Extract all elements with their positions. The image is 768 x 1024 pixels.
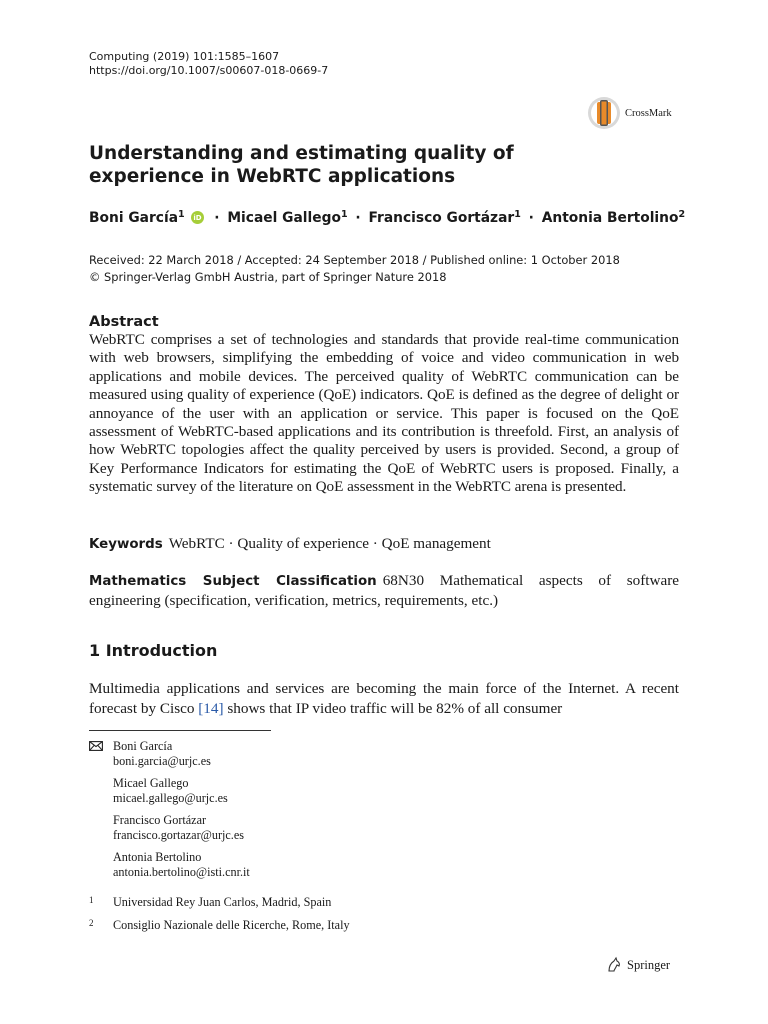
author-name[interactable]: Micael Gallego <box>227 210 341 226</box>
springer-horse-icon <box>605 956 623 974</box>
section-heading: 1 Introduction <box>89 641 218 660</box>
crossmark-label: CrossMark <box>625 107 672 119</box>
author-affiliation-mark: 1 <box>514 209 521 220</box>
dates-line: Received: 22 March 2018 / Accepted: 24 September 2018 / Published online: 1 October 2018 <box>89 253 620 267</box>
publication-dates <box>89 252 620 286</box>
author-affiliation-mark: 1 <box>178 209 185 220</box>
author-list: Boni García$^1$ iD · Micael Gallego$^1$ · Francisco Gortázar$^1$ · Antonia Bertolino$^2$ <box>89 209 686 226</box>
contact-email[interactable]: micael.gallego@urjc.es <box>113 791 228 805</box>
contact-name: Antonia Bertolino <box>113 850 202 864</box>
contact-name: Boni García <box>113 739 173 753</box>
contact-list <box>113 739 250 887</box>
contact-entry <box>113 850 250 880</box>
intro-paragraph <box>89 679 679 718</box>
affiliation-number: 1 <box>89 895 94 905</box>
keywords-text: WebRTC · Quality of experience · QoE management <box>168 535 491 552</box>
author-affiliation-mark: 2 <box>678 209 686 220</box>
contact-email[interactable]: boni.garcia@urjc.es <box>113 754 211 768</box>
crossmark-icon <box>587 96 621 130</box>
affiliation-entry <box>89 893 331 910</box>
author-name[interactable]: Boni García <box>89 210 179 226</box>
contact-email[interactable]: francisco.gortazar@urjc.es <box>113 828 244 842</box>
keywords <box>89 535 679 554</box>
publisher-name: Springer <box>627 957 671 972</box>
contact-entry <box>113 813 250 843</box>
intro-text: Multimedia applications and services are becoming the main force of the Internet. A recent forecast by Cisco <box>89 680 679 717</box>
author-name[interactable]: Antonia Bertolino <box>541 210 679 226</box>
abstract-heading: Abstract <box>89 314 159 330</box>
msc-label: Mathematics Subject Classification <box>89 574 377 589</box>
contact-name: Francisco Gortázar <box>113 813 207 827</box>
copyright-line: © Springer-Verlag GmbH Austria, part of Springer Nature 2018 <box>89 270 447 284</box>
contact-name: Micael Gallego <box>113 776 189 790</box>
doi-link[interactable]: https://doi.org/10.1007/s00607-018-0669-7 <box>89 64 329 77</box>
publisher-logo <box>605 956 670 974</box>
affiliation-number: 2 <box>89 918 94 928</box>
journal-citation: Computing (2019) 101:1585–1607 <box>89 50 280 63</box>
affiliation-text: Consiglio Nazionale delle Ricerche, Rome, Italy <box>113 918 350 932</box>
svg-text:iD: iD <box>193 214 203 223</box>
intro-text-continued: shows that IP video traffic will be 82% of all consumer <box>223 699 563 717</box>
paper-title: Understanding and estimating quality of experience in WebRTC applications <box>89 143 514 187</box>
orcid-icon[interactable] <box>191 211 204 224</box>
keywords-label: Keywords <box>89 537 163 552</box>
footnote-rule <box>89 730 271 731</box>
author-name[interactable]: Francisco Gortázar <box>368 210 515 226</box>
contact-email[interactable]: antonia.bertolino@isti.cnr.it <box>113 865 250 879</box>
msc-classification <box>89 571 679 610</box>
msc-text: 68N30 Mathematical aspects of software engineering (specification, verification, metrics, requirements, etc.) <box>89 572 679 609</box>
affiliation-text: Universidad Rey Juan Carlos, Madrid, Spain <box>113 895 332 909</box>
contact-entry <box>113 739 250 769</box>
author-affiliation-mark: 1 <box>340 209 348 220</box>
contact-entry <box>113 776 250 806</box>
affiliation-entry <box>89 916 350 933</box>
abstract-text: WebRTC comprises a set of technologies and standards that provide real-time communication with web browsers, simplifying the embedding of voice and video communication in web applications and mobile devices. The perceived quality of WebRTC communication can be measured using quality of experience (QoE) indicators. QoE is defined as the degree of delight or annoyance of the user with an application or service. This paper is focused on the QoE assessment of WebRTC-based applications and its contribution is threefold. First, an analysis of how WebRTC topologies affect the quality perceived by users is provided. Second, a group of Key Performance Indicators for estimating the QoE of WebRTC users is proposed. Finally, a systematic survey of the literature on QoE assessment in the WebRTC arena is presented. <box>89 331 679 496</box>
citation-link[interactable]: [14] <box>198 699 224 717</box>
envelope-icon <box>89 741 103 751</box>
crossmark-badge[interactable] <box>587 96 672 130</box>
